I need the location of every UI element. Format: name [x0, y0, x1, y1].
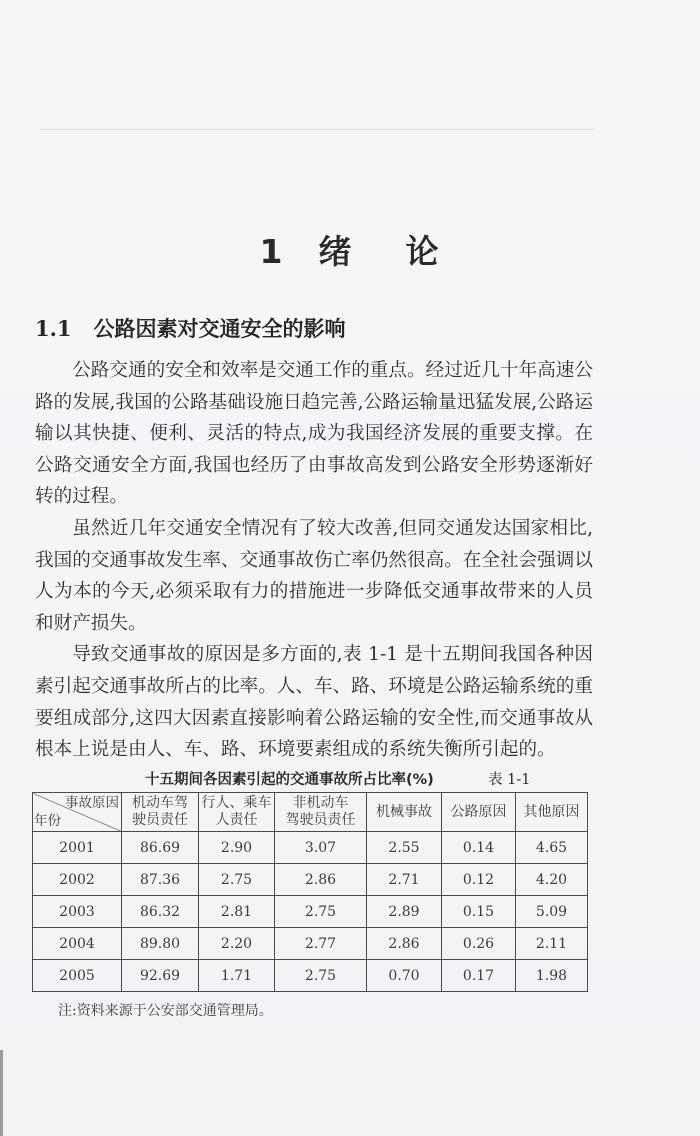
header-line: 行人、乘车 [201, 795, 272, 811]
header-road: 公路原因 [442, 793, 516, 832]
corner-header-cell [33, 793, 122, 832]
value-cell: 92.69 [122, 960, 199, 992]
header-line: 机动车驾 [132, 795, 188, 811]
value-cell: 2.55 [367, 832, 442, 864]
chapter-title-char-2: 论 [405, 232, 441, 271]
chapter-title-char-1: 绪 [318, 232, 354, 271]
table-row [33, 864, 588, 896]
value-cell: 2.11 [516, 928, 588, 960]
value-cell: 2.90 [199, 832, 275, 864]
year-cell: 2001 [33, 832, 122, 864]
header-line: 驾驶员责任 [285, 812, 356, 828]
table-row [33, 928, 588, 960]
value-cell: 2.81 [199, 896, 275, 928]
value-cell: 2.75 [275, 896, 367, 928]
value-cell: 0.26 [442, 928, 516, 960]
year-cell: 2002 [33, 864, 122, 896]
value-cell: 2.86 [275, 864, 367, 896]
chapter-number: 1 [259, 232, 285, 271]
value-cell: 1.98 [516, 960, 588, 992]
corner-label-year: 年份 [34, 813, 61, 829]
header-mechanical: 机械事故 [367, 793, 442, 832]
bleed-through-header [215, 101, 415, 121]
table-number: 表 1-1 [488, 772, 531, 788]
header-pedestrian-responsibility [199, 793, 275, 832]
value-cell: 86.69 [122, 832, 199, 864]
year-cell: 2004 [33, 928, 122, 960]
header-other: 其他原因 [516, 793, 588, 832]
table-row [33, 832, 588, 864]
value-cell: 86.32 [122, 896, 199, 928]
value-cell: 3.07 [275, 832, 367, 864]
value-cell: 0.70 [367, 960, 442, 992]
paragraph-2: 虽然近几年交通安全情况有了较大改善,但同交通发达国家相比,我国的交通事故发生率、交通事故伤亡率仍然很高。在全社会强调以人为本的今天,必须采取有力的措施进一步降低交通事故带来的人员和财产损失。 [35, 517, 593, 634]
table-source-note: 注:资料来源于公安部交通管理局。 [58, 1003, 273, 1019]
table-caption-title: 十五期间各因素引起的交通事故所占比率(%) [145, 772, 434, 788]
table-caption [145, 768, 605, 789]
page-edge-shadow [0, 1050, 3, 1136]
table-row [33, 896, 588, 928]
header-driver-responsibility [122, 793, 199, 832]
year-cell: 2005 [33, 960, 122, 992]
value-cell: 0.17 [442, 960, 516, 992]
value-cell: 5.09 [516, 896, 588, 928]
header-line: 人责任 [215, 812, 258, 828]
table-row [33, 960, 588, 992]
corner-label-cause: 事故原因 [65, 795, 119, 811]
value-cell: 0.12 [442, 864, 516, 896]
year-cell: 2003 [33, 896, 122, 928]
accident-factor-table [32, 792, 588, 992]
value-cell: 2.75 [199, 864, 275, 896]
value-cell: 2.75 [275, 960, 367, 992]
bleed-through-rule [40, 129, 595, 130]
header-line: 驶员责任 [132, 812, 188, 828]
value-cell: 2.86 [367, 928, 442, 960]
value-cell: 1.71 [199, 960, 275, 992]
value-cell: 0.14 [442, 832, 516, 864]
value-cell: 2.89 [367, 896, 442, 928]
body-text [35, 355, 593, 766]
paragraph-3: 导致交通事故的原因是多方面的,表 1-1 是十五期间我国各种因素引起交通事故所占的比率。人、车、路、环境是公路运输系统的重要组成部分,这四大因素直接影响着公路运输的安全性,而交通事故从根本上说是由人、车、路、环境要素组成的系统失衡所引起的。 [35, 644, 593, 761]
header-nonmotor-responsibility [275, 793, 367, 832]
value-cell: 87.36 [122, 864, 199, 896]
section-heading [35, 313, 346, 343]
value-cell: 2.20 [199, 928, 275, 960]
section-title: 公路因素对交通安全的影响 [93, 316, 346, 341]
value-cell: 4.65 [516, 832, 588, 864]
section-number: 1.1 [35, 316, 72, 341]
table-header-row [33, 793, 588, 832]
header-line: 非机动车 [292, 795, 349, 811]
chapter-title [0, 226, 700, 273]
value-cell: 2.71 [367, 864, 442, 896]
value-cell: 89.80 [122, 928, 199, 960]
value-cell: 4.20 [516, 864, 588, 896]
value-cell: 2.77 [275, 928, 367, 960]
paragraph-1: 公路交通的安全和效率是交通工作的重点。经过近几十年高速公路的发展,我国的公路基础设施日趋完善,公路运输量迅猛发展,公路运输以其快捷、便利、灵活的特点,成为我国经济发展的重要支撑。在公路交通安全方面,我国也经历了由事故高发到公路安全形势逐渐好转的过程。 [35, 360, 593, 508]
value-cell: 0.15 [442, 896, 516, 928]
